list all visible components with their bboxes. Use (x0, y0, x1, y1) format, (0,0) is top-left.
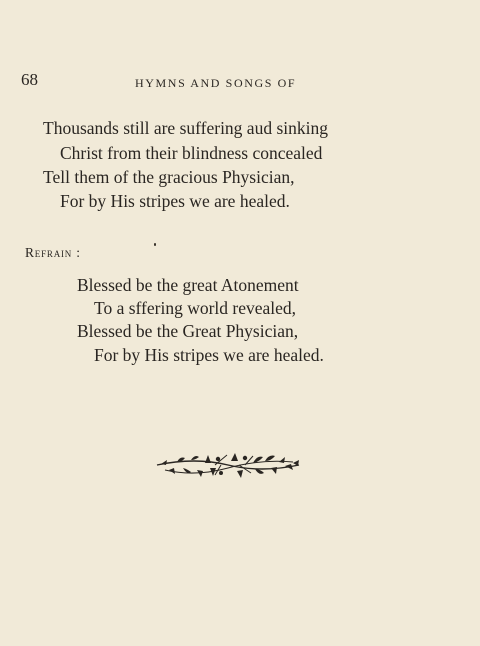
running-head: HYMNS AND SONGS OF (135, 76, 297, 90)
stanza-line: Thousands still are suffering aud sinking (43, 118, 328, 138)
refrain-line: To a sffering world revealed, (94, 298, 297, 318)
refrain-line: Blessed be the great Atonement (77, 275, 299, 295)
stanza-line: Christ from their blindness concealed (60, 143, 323, 163)
ink-speck (154, 243, 156, 246)
floral-vine-ornament-icon (155, 451, 301, 481)
refrain-line: Blessed be the Great Physician, (77, 321, 299, 341)
stanza-line: Tell them of the gracious Physician, (43, 167, 295, 187)
refrain-line: For by His stripes we are healed. (94, 345, 324, 365)
page-number: 68 (21, 70, 38, 89)
refrain-label: Refrain : (25, 245, 81, 260)
stanza-line: For by His stripes we are healed. (60, 191, 290, 211)
